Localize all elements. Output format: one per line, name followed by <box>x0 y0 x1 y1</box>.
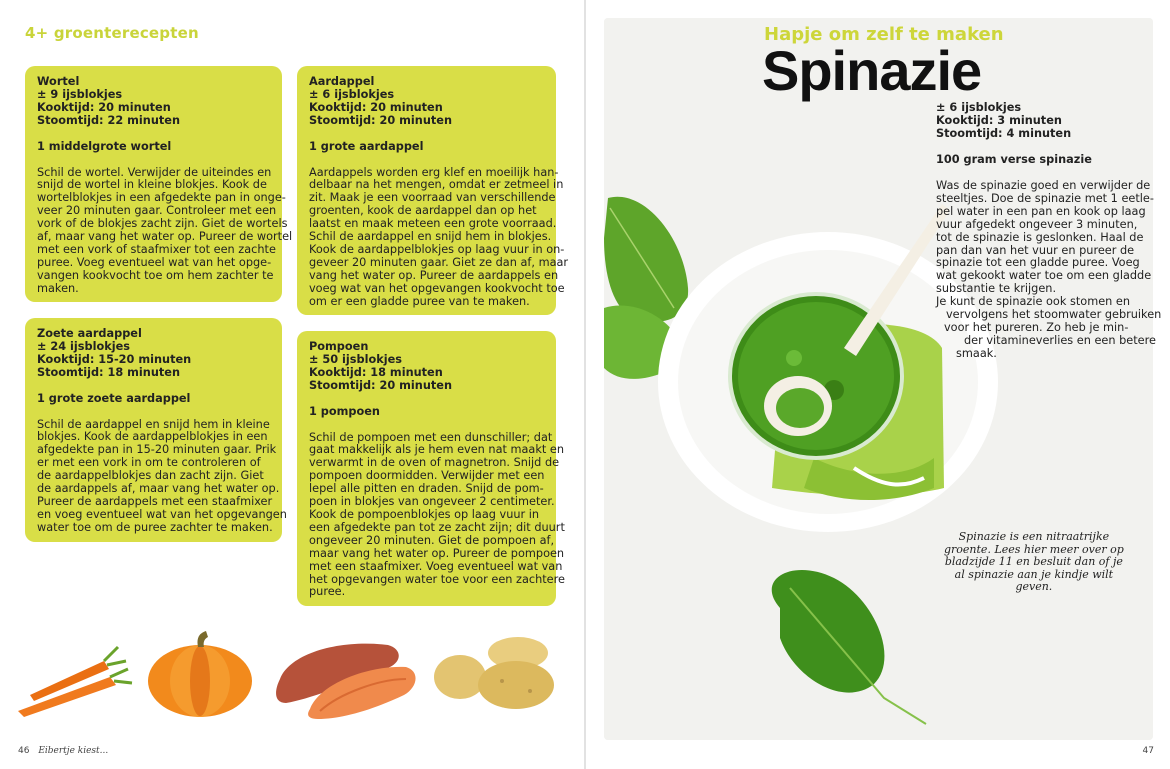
method-line: het opgevangen water toe voor een zachtere <box>309 572 565 586</box>
method-line: afgedekte pan in 15-20 minuten gaar. Prik <box>37 443 277 457</box>
note-line: al spinazie aan je kindje wilt <box>954 567 1114 581</box>
recipe-subtitle: Hapje om zelf te maken <box>764 24 1004 45</box>
method-line: Je kunt de spinazie ook stomen en <box>936 295 1131 309</box>
recipe-steam-time: Stoomtijd: 4 minuten <box>936 126 1072 140</box>
method-line: Aardappels worden erg klef en moeilijk han- <box>309 165 559 179</box>
method-line: water toe om de puree zachter te maken. <box>37 520 273 534</box>
recipe-steam-time: Stoomtijd: 22 minuten <box>37 113 180 127</box>
recipe-head <box>309 76 544 128</box>
method-line: lepel alle pitten en draden. Snijd de pom- <box>309 482 544 496</box>
method-line: smaak. <box>956 346 997 360</box>
recipe-method <box>37 165 293 296</box>
note-line: bladzijde 11 en besluit dan of je <box>944 555 1123 569</box>
recipe-portions: ± 6 ijsblokjes <box>936 101 1022 114</box>
spinach-ingredient: 100 gram verse spinazie <box>936 153 1092 166</box>
method-line: veer 20 minuten gaar. Controleer met een <box>37 204 277 218</box>
method-line: substantie te krijgen. <box>936 282 1057 296</box>
recipe-ingredient: 1 middelgrote wortel <box>37 139 172 153</box>
method-line: Schil de aardappel en snijd hem in kleine <box>37 417 270 431</box>
method-line: zit. Maak je een voorraad van verschillende <box>309 191 556 205</box>
method-line: voeg wat van het opgevangen kookvocht toe <box>309 281 565 295</box>
method-line: verwarmt in de oven of magnetron. Snijd de <box>309 456 560 470</box>
recipe-portions: ± 9 ijsblokjes <box>37 87 123 101</box>
method-line: spinazie tot een gladde puree. Voeg <box>936 256 1140 270</box>
method-line: snijd de wortel in kleine blokjes. Kook de <box>37 178 267 192</box>
section-title: 4+ groenterecepten <box>25 24 199 42</box>
method-line: Kook de pompoenblokjes op laag vuur in <box>309 507 540 521</box>
method-line: Schil de wortel. Verwijder de uiteindes en <box>37 165 272 179</box>
method-line: er met een vork in om te controleren of <box>37 456 261 470</box>
method-line: Kook de aardappelblokjes op laag vuur in on- <box>309 242 565 256</box>
recipe-method <box>309 430 565 600</box>
method-line: maken. <box>37 281 79 295</box>
method-line: en voeg eventueel wat van het opgevangen <box>37 507 287 521</box>
recipe-steam-time: Stoomtijd: 18 minuten <box>37 365 180 379</box>
method-line: vang het water op. Pureer de aardappels en <box>309 268 559 282</box>
method-line: maar vang het water op. Pureer de pompoen <box>309 546 565 560</box>
recipe-card-pompoen <box>297 331 565 606</box>
carrots-image <box>18 647 132 717</box>
vegetable-illustrations <box>10 625 570 725</box>
method-line: steeltjes. Doe de spinazie met 1 eetle- <box>936 191 1154 205</box>
recipe-ingredient: 1 grote aardappel <box>309 139 424 153</box>
potatoes-image <box>434 637 554 709</box>
method-line: de aardappels af, maar vang het water op. <box>37 482 280 496</box>
recipe-steam-time: Stoomtijd: 20 minuten <box>309 113 452 127</box>
method-line: laatst en maak meteen een grote voorraad. <box>309 217 557 231</box>
recipe-cook-time: Kooktijd: 3 minuten <box>936 113 1062 127</box>
pumpkin-image <box>148 631 252 717</box>
note-line: groente. Lees hier meer over op <box>944 542 1124 556</box>
spinach-method <box>936 180 1161 361</box>
method-line: vervolgens het stoomwater gebruiken <box>946 308 1162 322</box>
method-line: Schil de aardappel en snijd hem in blokjes. <box>309 230 552 244</box>
page-number-left: 46 <box>18 746 30 756</box>
recipe-head <box>37 328 270 380</box>
method-line: puree. <box>309 585 346 599</box>
method-line: delbaar na het mengen, omdat er zetmeel in <box>309 178 564 192</box>
method-line: Was de spinazie goed en verwijder de <box>936 179 1151 192</box>
recipe-name: Zoete aardappel <box>37 327 142 340</box>
method-line: der vitamineverlies en een betere <box>964 333 1156 347</box>
recipe-method <box>309 165 569 309</box>
method-line: Pureer de aardappels met een staafmixer <box>37 494 273 508</box>
method-line: om er een gladde puree van te maken. <box>309 294 530 308</box>
method-line: met een staafmixer. Voeg eventueel wat van <box>309 559 563 573</box>
method-line: vork of de blokjes zacht zijn. Giet de wortels <box>37 217 288 231</box>
method-line: voor het pureren. Zo heb je min- <box>944 320 1129 334</box>
method-line: geveer 20 minuten gaar. Giet ze dan af, maar <box>309 255 569 269</box>
recipe-name: Aardappel <box>309 75 375 88</box>
spinach-recipe-head <box>936 102 1071 141</box>
recipe-method <box>37 417 287 535</box>
method-line: een afgedekte pan tot ze zacht zijn; dit duurt <box>309 520 565 534</box>
method-line: gaat makkelijk als je hem even nat maakt en <box>309 443 565 457</box>
method-line: puree. Voeg eventueel wat van het opge- <box>37 255 272 269</box>
recipe-portions: ± 50 ijsblokjes <box>309 352 403 366</box>
recipe-portions: ± 24 ijsblokjes <box>37 339 131 353</box>
recipe-card-aardappel <box>297 66 569 315</box>
recipe-head <box>37 76 270 128</box>
method-line: de aardappelblokjes dan zacht zijn. Giet <box>37 469 264 483</box>
note-line: geven. <box>1015 580 1053 594</box>
recipe-cook-time: Kooktijd: 20 minuten <box>37 100 171 114</box>
recipe-portions: ± 6 ijsblokjes <box>309 87 395 101</box>
method-line: wat gekookt water toe om een gladde <box>936 269 1152 283</box>
left-page <box>0 0 584 769</box>
recipe-cook-time: Kooktijd: 15-20 minuten <box>37 352 192 366</box>
recipe-ingredient: 1 pompoen <box>309 404 380 418</box>
sweet-potato-image <box>276 644 415 719</box>
note-line: Spinazie is een nitraatrijke <box>958 530 1110 543</box>
method-line: pel water in een pan en kook op laag <box>936 204 1146 218</box>
recipe-name: Wortel <box>37 75 80 88</box>
method-line: groenten, kook de aardappel dan op het <box>309 204 537 218</box>
method-line: tot de spinazie is geslonken. Haal de <box>936 230 1144 244</box>
method-line: poen in blokjes van ongeveer 2 centimeter. <box>309 495 555 509</box>
recipe-card-zoete-aardappel <box>25 318 287 542</box>
recipe-ingredient: 1 grote zoete aardappel <box>37 391 191 405</box>
method-line: af, maar vang het water op. Pureer de wortel <box>37 230 293 244</box>
recipe-name: Pompoen <box>309 340 369 353</box>
method-line: ongeveer 20 minuten. Giet de pompoen af, <box>309 533 555 547</box>
nitrate-note <box>944 531 1124 594</box>
recipe-cook-time: Kooktijd: 18 minuten <box>309 365 443 379</box>
method-line: wortelblokjes in een afgedekte pan in onge- <box>37 191 286 205</box>
method-line: vangen kookvocht toe om hem zachter te <box>37 268 274 282</box>
method-line: Schil de pompoen met een dunschiller; dat <box>309 430 553 444</box>
recipe-cook-time: Kooktijd: 20 minuten <box>309 100 443 114</box>
method-line: pan dan van het vuur en pureer de <box>936 243 1135 257</box>
method-line: met een vork of staafmixer tot een zachte <box>37 242 276 256</box>
left-footer <box>18 746 108 756</box>
recipe-card-wortel <box>25 66 293 302</box>
method-line: blokjes. Kook de aardappelblokjes in een <box>37 430 268 444</box>
method-line: vuur afgedekt ongeveer 3 minuten, <box>936 217 1138 231</box>
recipe-title: Spinazie <box>762 39 982 102</box>
method-line: pompoen doormidden. Verwijder met een <box>309 469 545 483</box>
recipe-head <box>309 341 544 393</box>
footer-brand: Eibertje kiest... <box>38 746 109 756</box>
page-number-right: 47 <box>1142 746 1154 756</box>
recipe-steam-time: Stoomtijd: 20 minuten <box>309 378 452 392</box>
